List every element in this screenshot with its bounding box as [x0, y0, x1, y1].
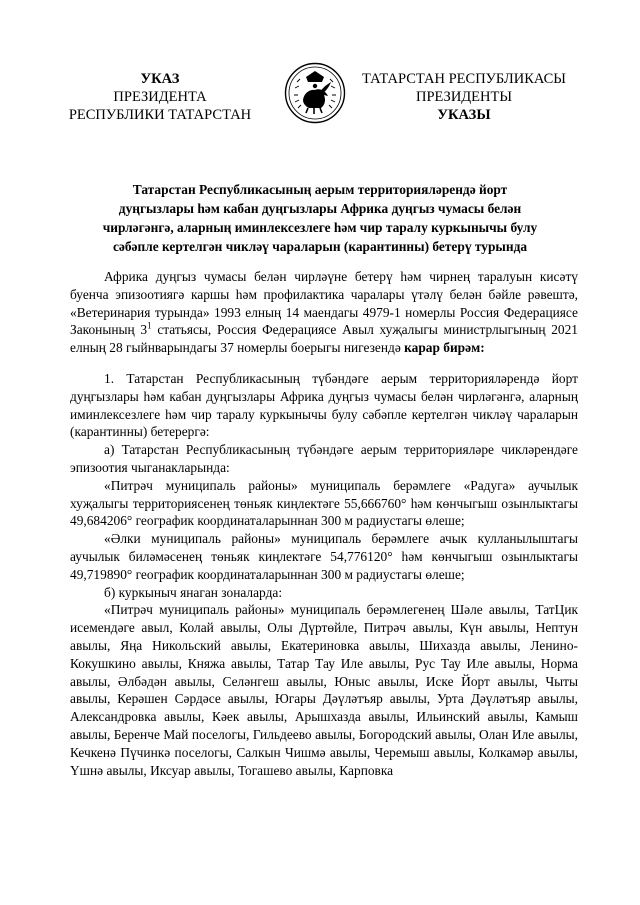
title-line-1: Татарстан Республикасының аерым территорияләрендә йорт: [132, 182, 508, 197]
document-header: [0, 70, 640, 130]
decree-title: [70, 180, 570, 256]
preamble-bold: карар бирәм: [404, 340, 481, 356]
paragraph-alki-focus: «Әлки муниципаль районы» муниципаль берәмлеге ачык кулланылыштагы аучылык биләмәсенең төньяк киңлектәге 54,776120° һәм көнчыгыш озынлыктагы 49,719890° географик координаталарыннан 300 м радиустагы өлеше;: [70, 531, 578, 582]
decree-body: [70, 268, 578, 779]
header-left-block: [62, 70, 258, 124]
paragraph-a: а) Татарстан Республикасының түбәндәге аерым территорияләре чикләрендәге эпизоотия чыганакларында:: [70, 442, 578, 475]
preamble-text-1: Африка дуңгыз чумасы белән чирләүне бетерү һәм чирнең таралуын кисәтү буенча эпизоотиягә каршы һәм профилактика чаралары үтәлү белән бәйле рәвештә, «Ветеринария турында» 1993 елның 14 маендагы 4979-1 номерлы Россия Федерациясе Законының 3: [70, 269, 578, 338]
preamble-end: :: [480, 340, 485, 356]
paragraph-b: б) куркыныч янаган зоналарда:: [104, 584, 283, 600]
title-line-3: чирләгәнгә, аларның иминлексезлеге һәм чир таралу куркынычы булу: [102, 220, 538, 235]
tatarstan-coat-of-arms-icon: [284, 62, 346, 124]
preamble-text-2: статьясы, Россия Федерациясе Авыл хуҗалыгы министрлыгының 2021 елның 28 гыйнварындагы 37 номерлы боерыгы нигезендә: [70, 322, 578, 356]
header-right-line-3: УКАЗЫ: [437, 107, 491, 123]
header-right-line-2: ПРЕЗИДЕНТЫ: [415, 89, 513, 105]
paragraph-1: 1. Татарстан Республикасының түбәндәге аерым территорияләрендә йорт дуңгызлары һәм кабан дуңгызлары Африка дуңгыз чумасы белән чирләгәнгә, аларның иминлексезлеге һәм чир таралу куркынычы булу сәбәпле кертелгән чикләү чараларын (карантинны) бетерергә:: [70, 370, 578, 440]
title-line-2: дуңгызлары һәм кабан дуңгызлары Африка дуңгыз чумасы белән: [118, 201, 522, 216]
header-right-line-1: ТАТАРСТАН РЕСПУБЛИКАСЫ: [362, 71, 566, 87]
title-line-4: сәбәпле кертелгән чикләү чараларын (карантинны) бетерү турында: [112, 239, 528, 254]
preamble-superscript: 1: [147, 320, 152, 331]
paragraph-pitrech-focus: «Питрәч муниципаль районы» муниципаль берәмлеге «Радуга» аучылык хуҗалыгы территориясенең төньяк киңлектәге 55,666760° һәм көнчыгыш озынлыктагы 49,684206° географик координаталарыннан 300 м радиустагы өлеше;: [70, 477, 578, 529]
paragraph-threat-zone-list: «Питрәч муниципаль районы» муниципаль берәмлегенең Шәле авылы, ТатЦик исемендәге авыл, Колай авылы, Олы Дүртөйле, Питрәч авылы, Күн авылы, Нептун авылы, Яңа Никольский авылы, Екатериновка авылы, Шихазда авылы, Ленино-Кокушкино авылы, Княжа авылы, Татар Тау Иле авылы, Рус Тау Иле авылы, Норма авылы, Әлбәдән авылы, Селәнгеш авылы, Юныс авылы, Иске Йорт авылы, Чыты авылы, Керәшен Сәрдәсе авылы, Югары Дәүләтъяр авылы, Урта Дәүләтъяр авылы, Александровка авылы, Кәек авылы, Арышхазда авылы, Ильинский авылы, Камыш авылы, Беренче Май поселогы, Гильдеево авылы, Богородский авылы, Олан Иле авылы, Кечкенә Пүчинкә поселогы, Салкын Чишмә авылы, Черемыш авылы, Колкамәр авылы, Үшнә авылы, Иксуар авылы, Тогашево авылы, Карповка: [70, 602, 578, 778]
header-left-line-3: РЕСПУБЛИКИ ТАТАРСТАН: [68, 107, 252, 123]
header-left-line-1: УКАЗ: [140, 71, 180, 87]
header-left-line-2: ПРЕЗИДЕНТА: [113, 89, 207, 105]
header-right-block: [358, 70, 570, 124]
preamble-paragraph: [70, 268, 578, 357]
